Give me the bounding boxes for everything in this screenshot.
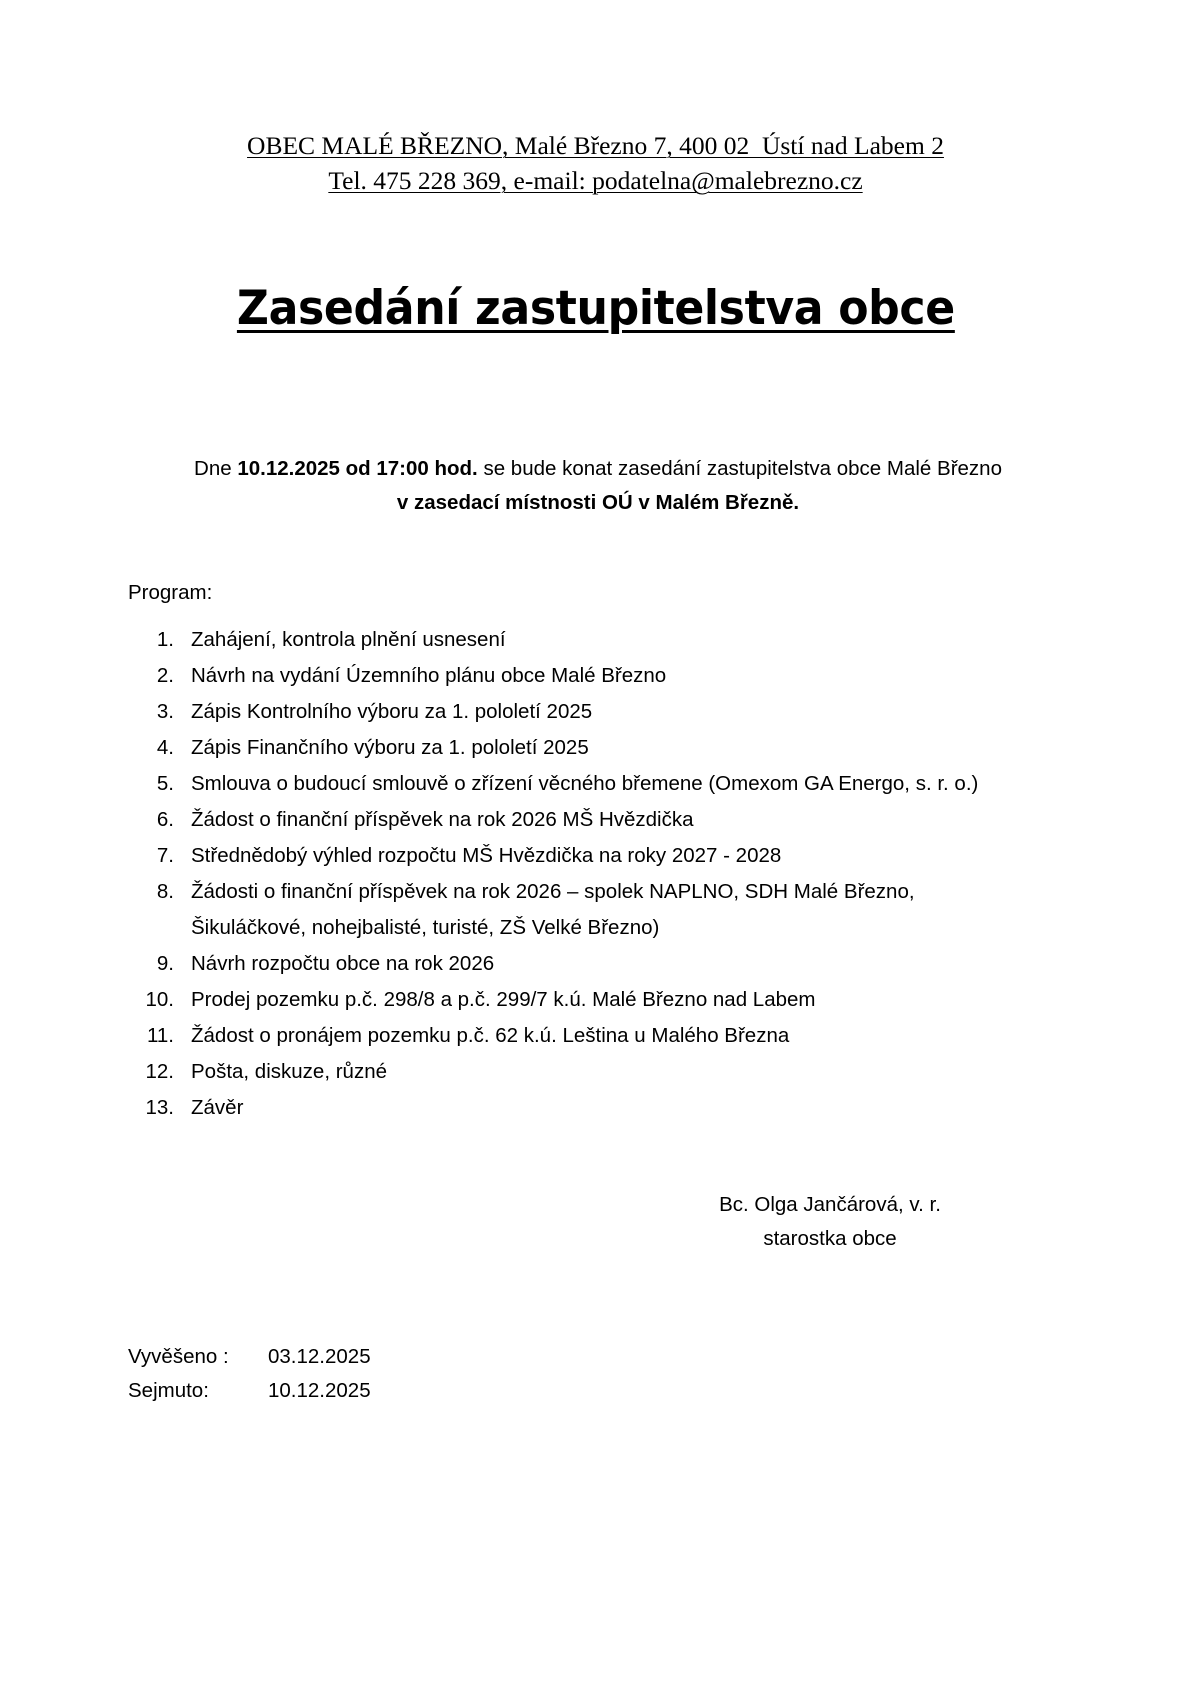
list-item-text: Žádost o pronájem pozemku p.č. 62 k.ú. Leština u Malého Března bbox=[191, 1024, 790, 1047]
list-item-number: 7. bbox=[156, 844, 174, 867]
list-item bbox=[128, 658, 1078, 694]
list-item bbox=[128, 838, 1078, 874]
list-item-text: Zápis Kontrolního výboru za 1. pololetí 2025 bbox=[191, 700, 593, 723]
removed-row bbox=[128, 1374, 371, 1408]
letterhead bbox=[0, 128, 1191, 198]
list-item-text: Smlouva o budoucí smlouvě o zřízení věcného břemene (Omexom GA Energo, s. r. o.) bbox=[191, 772, 979, 795]
list-item-number: 10. bbox=[145, 988, 174, 1011]
list-item-number: 2. bbox=[156, 664, 174, 687]
list-item bbox=[128, 1090, 1078, 1126]
list-item-text bbox=[174, 874, 1078, 946]
list-item-number: 5. bbox=[156, 772, 174, 795]
program-label: Program: bbox=[128, 581, 213, 604]
announcement-location: v zasedací místnosti OÚ v Malém Březně. bbox=[396, 491, 800, 514]
list-item-number: 4. bbox=[156, 736, 174, 759]
list-item-text: Závěr bbox=[191, 1096, 244, 1119]
posting-dates bbox=[128, 1340, 371, 1408]
list-item bbox=[128, 694, 1078, 730]
page-title-text: Zasedání zastupitelstva obce bbox=[236, 281, 955, 336]
letterhead-contact-line bbox=[0, 163, 1191, 198]
list-item bbox=[128, 1018, 1078, 1054]
list-item-number: 9. bbox=[156, 952, 174, 975]
list-item-number: 1. bbox=[156, 628, 174, 651]
list-item bbox=[128, 730, 1078, 766]
list-item bbox=[128, 622, 1078, 658]
list-item bbox=[128, 766, 1078, 802]
announcement-datetime: 10.12.2025 od 17:00 hod. bbox=[237, 457, 478, 480]
list-item-text: Zahájení, kontrola plnění usnesení bbox=[191, 628, 506, 651]
program-list bbox=[128, 622, 1078, 1126]
letterhead-address-line bbox=[0, 128, 1191, 163]
list-item-text: Návrh rozpočtu obce na rok 2026 bbox=[191, 952, 495, 975]
page-title bbox=[0, 280, 1191, 338]
posted-date: 03.12.2025 bbox=[268, 1345, 371, 1368]
signatory-role: starostka obce bbox=[763, 1227, 897, 1250]
list-item-text: Pošta, diskuze, různé bbox=[191, 1060, 387, 1083]
list-item-number: 3. bbox=[156, 700, 174, 723]
announcement-prefix: Dne bbox=[194, 457, 238, 480]
meeting-announcement bbox=[128, 452, 1068, 520]
list-item-number: 11. bbox=[147, 1024, 174, 1047]
removed-date: 10.12.2025 bbox=[268, 1379, 371, 1402]
list-item-text: Zápis Finančního výboru za 1. pololetí 2025 bbox=[191, 736, 589, 759]
removed-label: Sejmuto: bbox=[128, 1379, 209, 1402]
list-item-number: 13. bbox=[145, 1096, 174, 1119]
list-item-text-line2: Šikuláčkové, nohejbalisté, turisté, ZŠ Velké Březno) bbox=[191, 916, 660, 939]
signatory-name: Bc. Olga Jančárová, v. r. bbox=[719, 1193, 941, 1216]
letterhead-contact-text: Tel. 475 228 369, e-mail: podatelna@malebrezno.cz bbox=[328, 166, 863, 195]
list-item-number: 6. bbox=[156, 808, 174, 831]
list-item-number: 8. bbox=[156, 880, 174, 903]
list-item bbox=[128, 982, 1078, 1018]
list-item-text: Střednědobý výhled rozpočtu MŠ Hvězdička na roky 2027 - 2028 bbox=[191, 844, 782, 867]
list-item-text: Prodej pozemku p.č. 298/8 a p.č. 299/7 k.ú. Malé Březno nad Labem bbox=[191, 988, 816, 1011]
list-item-text: Návrh na vydání Územního plánu obce Malé Březno bbox=[191, 664, 667, 687]
list-item bbox=[128, 874, 1078, 946]
list-item-number: 12. bbox=[145, 1060, 174, 1083]
posted-row bbox=[128, 1340, 371, 1374]
list-item-text-line1: Žádosti o finanční příspěvek na rok 2026 – spolek NAPLNO, SDH Malé Březno, bbox=[191, 880, 915, 903]
announcement-suffix: se bude konat zasedání zastupitelstva obce Malé Březno bbox=[477, 457, 1002, 480]
list-item bbox=[128, 802, 1078, 838]
list-item-text: Žádost o finanční příspěvek na rok 2026 MŠ Hvězdička bbox=[191, 808, 694, 831]
list-item bbox=[128, 946, 1078, 982]
letterhead-address-text: OBEC MALÉ BŘEZNO, Malé Březno 7, 400 02 Ústí nad Labem 2 bbox=[247, 131, 944, 160]
list-item bbox=[128, 1054, 1078, 1090]
posted-label: Vyvěšeno : bbox=[128, 1345, 229, 1368]
signature-block bbox=[620, 1188, 1040, 1256]
